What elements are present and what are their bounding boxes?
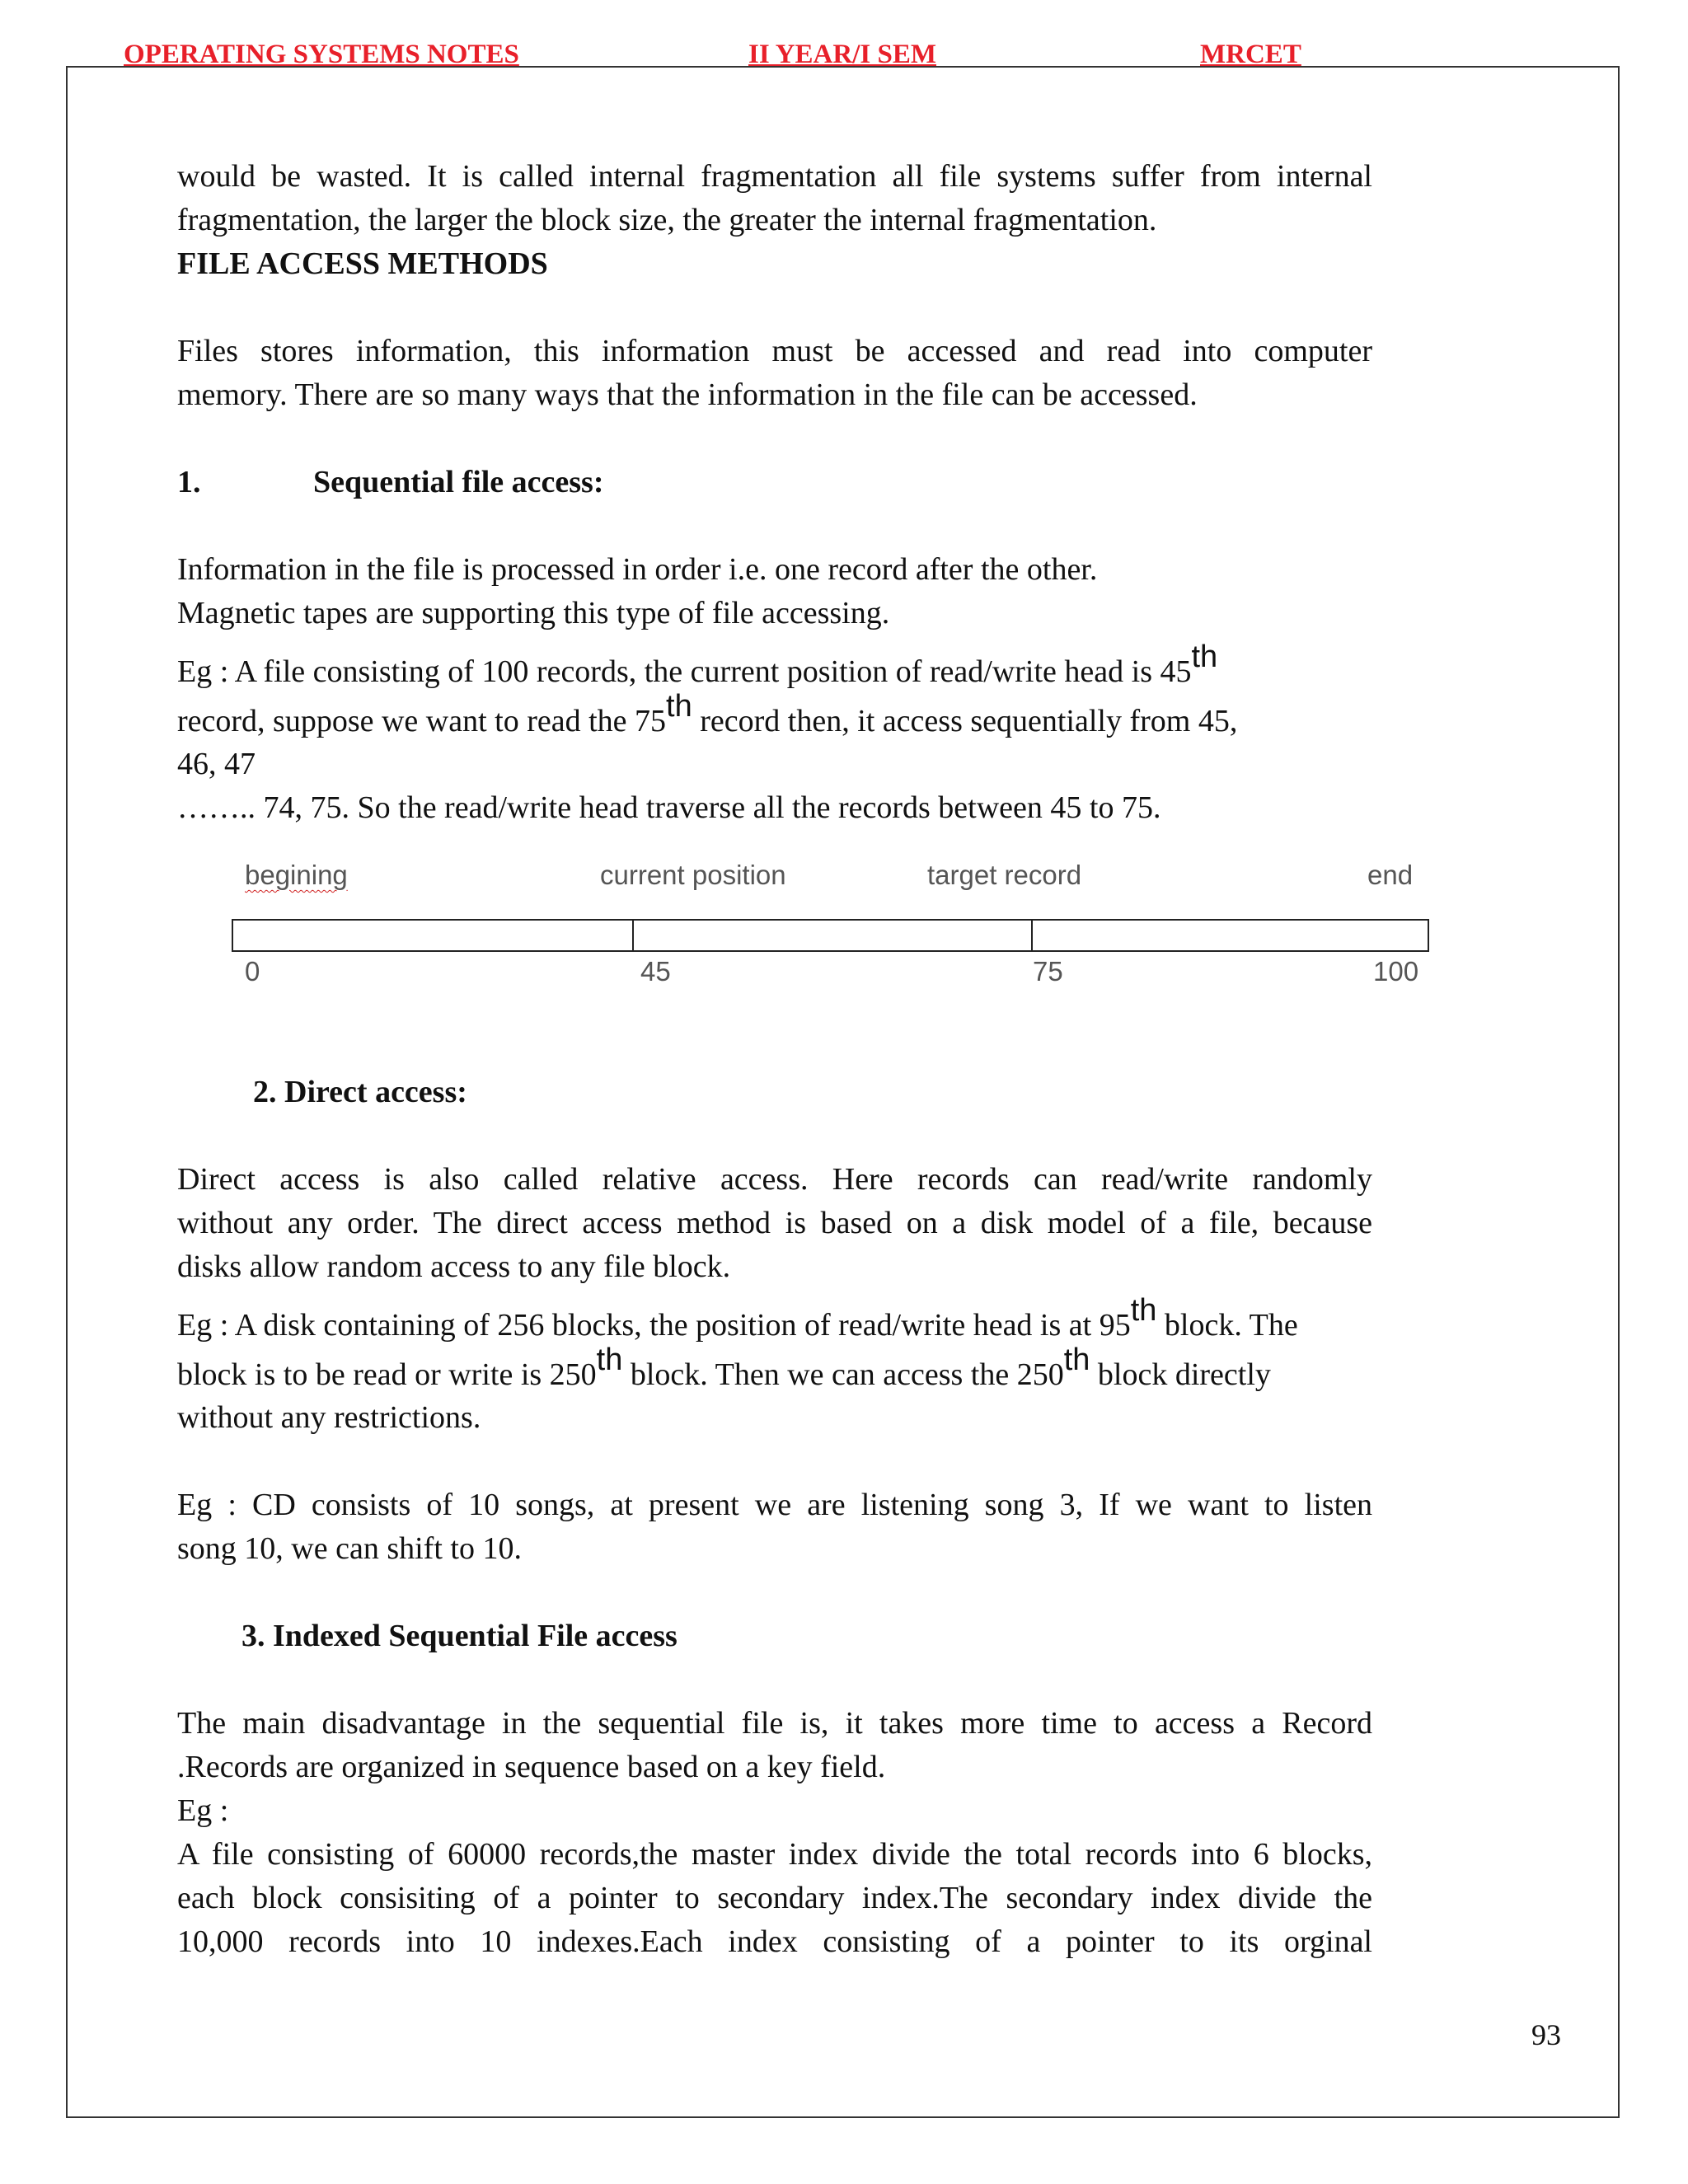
header-year-semester: II YEAR/I SEM <box>748 40 936 69</box>
direct-example-text: block directly <box>1090 1357 1271 1392</box>
direct-access-heading: 2. Direct access: <box>253 1075 467 1109</box>
direct-line-1: Direct access is also called relative access. Here records can read/write randomly <box>177 1162 1372 1197</box>
sequential-example-text: record, suppose we want to read the 75 <box>177 704 667 738</box>
record-bar <box>232 919 1429 952</box>
direct-line-3: disks allow random access to any file block. <box>177 1249 731 1284</box>
direct-example-2-line-1: Eg : CD consists of 10 songs, at present we are listening song 3, If we want to listen <box>177 1488 1372 1522</box>
bar-segment-begin-to-current <box>233 921 634 950</box>
sequential-access-diagram <box>177 846 1419 1054</box>
page-header <box>124 40 1327 69</box>
page-content <box>177 155 1419 1964</box>
header-institution: MRCET <box>1200 40 1301 69</box>
ordinal-suffix: th <box>666 689 692 724</box>
indexed-line-5: each block consisiting of a pointer to secondary index.The secondary index divide the <box>177 1881 1372 1915</box>
sequential-example-line-2 <box>177 687 1372 756</box>
bar-segment-target-to-end <box>1033 921 1428 950</box>
indexed-line-1: The main disadvantage in the sequential file is, it takes more time to access a Record <box>177 1706 1372 1741</box>
direct-example-text: block. The <box>1156 1308 1298 1343</box>
sequential-example-line-3: 46, 47 <box>177 747 256 781</box>
sequential-line-2: Magnetic tapes are supporting this type of file accessing. <box>177 596 890 630</box>
bar-segment-current-to-target <box>634 921 1033 950</box>
indexed-line-6: 10,000 records into 10 indexes.Each index consisting of a pointer to its orginal <box>177 1924 1372 1959</box>
direct-example-text: block is to be read or write is 250 <box>177 1357 597 1392</box>
ordinal-suffix: th <box>596 1343 623 1378</box>
indexed-line-2: .Records are organized in sequence based on a key field. <box>177 1750 886 1784</box>
tick-100: 100 <box>1373 956 1419 987</box>
label-target-record: target record <box>927 860 1082 890</box>
sequential-example-text: Eg : A file consisting of 100 records, the current position of read/write head is 45 <box>177 654 1192 689</box>
label-end: end <box>1367 860 1414 890</box>
indexed-line-4: A file consisting of 60000 records,the master index divide the total records into 6 blocks, <box>177 1837 1372 1872</box>
sequential-example-text: record then, it access sequentially from 45, <box>692 704 1238 738</box>
indexed-line-3: Eg : <box>177 1793 229 1828</box>
page-number: 93 <box>1531 2018 1561 2051</box>
label-current-position: current position <box>600 860 786 890</box>
files-paragraph-line-2: memory. There are so many ways that the information in the file can be accessed. <box>177 377 1198 412</box>
label-begining: begining <box>245 860 348 890</box>
ordinal-suffix: th <box>1191 640 1218 675</box>
direct-example-text: block. Then we can access the 250 <box>622 1357 1064 1392</box>
sequential-heading <box>177 461 1372 504</box>
tick-75: 75 <box>1033 956 1063 987</box>
sequential-line-1: Information in the file is processed in order i.e. one record after the other. <box>177 552 1098 587</box>
intro-line-1: would be wasted. It is called internal fragmentation all file systems suffer from internal <box>177 159 1372 194</box>
section-title: FILE ACCESS METHODS <box>177 246 548 281</box>
tick-45: 45 <box>640 956 671 987</box>
sequential-heading-title: Sequential file access: <box>313 465 604 499</box>
tick-0: 0 <box>245 956 260 987</box>
sequential-heading-number: 1. <box>177 465 201 499</box>
direct-example-2-line-2: song 10, we can shift to 10. <box>177 1531 522 1566</box>
intro-line-2: fragmentation, the larger the block size, the greater the internal fragmentation. <box>177 203 1157 237</box>
direct-example-text: Eg : A disk containing of 256 blocks, the position of read/write head is at 95 <box>177 1308 1131 1343</box>
ordinal-suffix: th <box>1130 1293 1157 1329</box>
sequential-example-line-4: …….. 74, 75. So the read/write head traverse all the records between 45 to 75. <box>177 790 1161 825</box>
direct-line-2: without any order. The direct access method is based on a disk model of a file, because <box>177 1206 1372 1240</box>
direct-example-line-3: without any restrictions. <box>177 1400 481 1435</box>
header-course-title: OPERATING SYSTEMS NOTES <box>124 40 519 69</box>
indexed-sequential-heading: 3. Indexed Sequential File access <box>241 1619 678 1653</box>
files-paragraph-line-1: Files stores information, this information must be accessed and read into computer <box>177 334 1372 368</box>
ordinal-suffix: th <box>1063 1343 1090 1378</box>
